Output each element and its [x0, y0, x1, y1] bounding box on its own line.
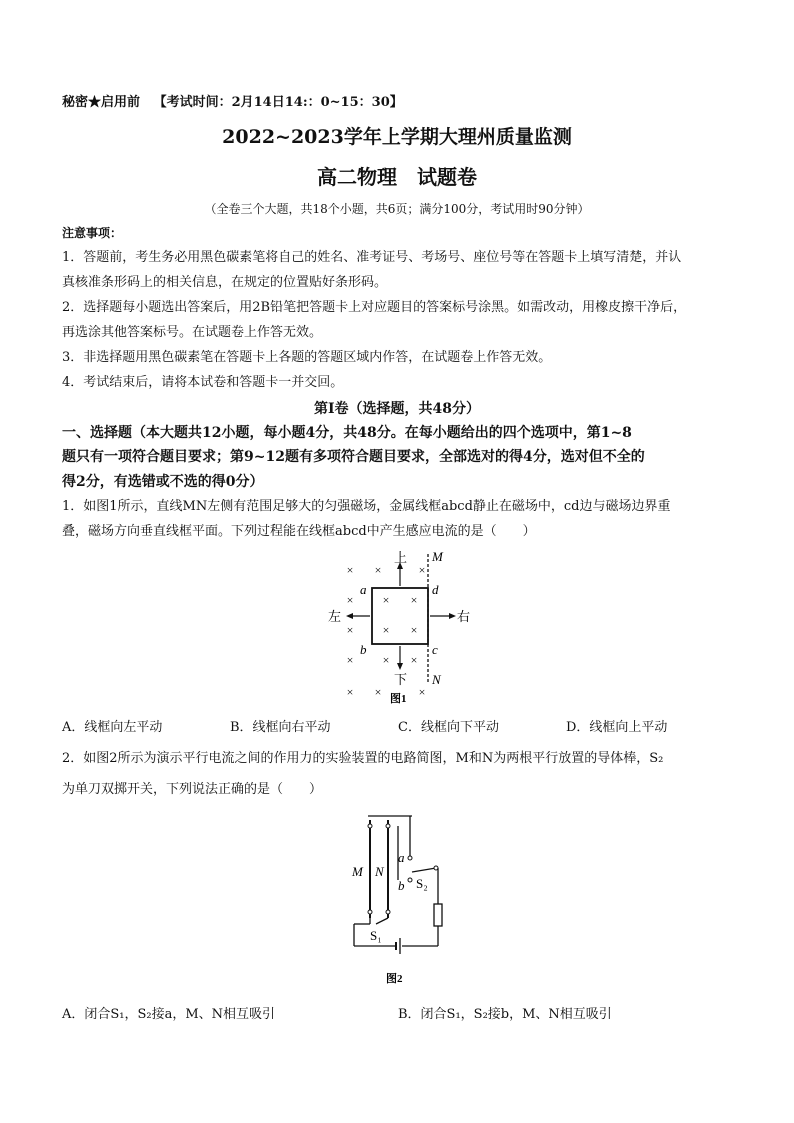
q1-stem: 1．如图1所示，直线MN左侧有范围足够大的匀强磁场，金属线框abcd静止在磁场中，cd边与磁场边界重 — [62, 499, 671, 514]
label-up: 上 — [394, 550, 408, 565]
q2-stem: 2．如图2所示为演示平行电流之间的作用力的实验装置的电路简图，M和N为两根平行放置的导体棒，S₂ — [62, 751, 664, 766]
notice-item: 4．考试结束后，请将本试卷和答题卡一并交回。 — [62, 375, 344, 390]
svg-text:×: × — [374, 685, 382, 699]
label-b2: b — [398, 878, 405, 893]
svg-text:×: × — [418, 685, 426, 699]
svg-text:×: × — [382, 623, 390, 637]
label-right: 右 — [457, 609, 471, 624]
secret-label — [62, 94, 403, 112]
q1-option-b: B．线框向右平动 — [230, 720, 331, 735]
svg-text:×: × — [374, 563, 382, 577]
q1-option-d: D．线框向上平动 — [566, 720, 668, 735]
figure-1 — [320, 548, 480, 708]
exam-time: 【考试时间：2月14日14:：0~15：30】 — [153, 95, 403, 110]
frame-abcd — [372, 588, 428, 644]
notice-item: 3．非选择题用黑色碳素笔在答题卡上各题的答题区域内作答，在试题卷上作答无效。 — [62, 350, 552, 365]
secret-text: 秘密★启用前 — [62, 95, 141, 110]
label-n: N — [432, 672, 441, 687]
figure-2-caption: 图2 — [386, 973, 403, 985]
svg-text:×: × — [410, 623, 418, 637]
label-d: d — [432, 582, 439, 597]
svg-text:×: × — [410, 653, 418, 667]
field-crosses — [347, 563, 426, 699]
label-c: c — [432, 642, 438, 657]
svg-text:×: × — [346, 653, 354, 667]
svg-text:×: × — [346, 563, 354, 577]
svg-text:×: × — [382, 593, 390, 607]
label-a: a — [360, 582, 367, 597]
svg-text:×: × — [346, 623, 354, 637]
label-m2: M — [352, 864, 363, 879]
label-s2: S₂ — [416, 876, 428, 891]
figure-1-caption: 图1 — [390, 693, 407, 705]
section-instruction: 题只有一项符合题目要求；第9~12题有多项符合题目要求，全部选对的得4分，选对但不全的 — [62, 449, 645, 465]
notice-item: 1．答题前，考生务必用黑色碳素笔将自己的姓名、准考证号、考场号、座位号等在答题卡上填写清楚，并认 — [62, 250, 682, 265]
svg-text:×: × — [346, 593, 354, 607]
label-b: b — [360, 642, 367, 657]
notice-item: 再选涂其他答案标号。在试题卷上作答无效。 — [62, 325, 323, 340]
label-s1: S₁ — [370, 928, 382, 943]
label-left: 左 — [328, 609, 342, 624]
svg-text:×: × — [418, 563, 426, 577]
q1-option-c: C．线框向下平动 — [398, 720, 499, 735]
q2-option-a: A．闭合S₁，S₂接a，M、N相互吸引 — [62, 1007, 276, 1022]
label-a2: a — [398, 850, 405, 865]
part1-title: 第Ⅰ卷（选择题，共48分） — [313, 401, 481, 417]
q1-option-a: A．线框向左平动 — [62, 720, 163, 735]
q2-stem: 为单刀双掷开关，下列说法正确的是（ ） — [62, 782, 323, 797]
exam-title: 2022~2023学年上学期大理州质量监测 — [222, 126, 572, 148]
notice-item: 2．选择题每小题选出答案后，用2B铅笔把答题卡上对应题目的答案标号涂黑。如需改动，用橡皮擦干净后， — [62, 300, 687, 315]
q2-option-b: B．闭合S₁，S₂接b，M、N相互吸引 — [398, 1007, 612, 1022]
label-m: M — [432, 549, 443, 564]
section-instruction: 得2分，有选错或不选的得0分） — [62, 474, 264, 490]
svg-text:×: × — [410, 593, 418, 607]
q1-stem: 叠，磁场方向垂直线框平面。下列过程能在线框abcd中产生感应电流的是（ ） — [62, 524, 536, 539]
figure-2 — [340, 808, 460, 988]
label-n2: N — [375, 864, 384, 879]
svg-text:×: × — [346, 685, 354, 699]
exam-subtitle: 高二物理 试题卷 — [317, 165, 477, 189]
svg-text:×: × — [382, 653, 390, 667]
notice-item: 真核准条形码上的相关信息，在规定的位置贴好条形码。 — [62, 275, 388, 290]
notice-heading: 注意事项： — [62, 226, 123, 240]
label-down: 下 — [394, 672, 408, 687]
section-instruction: 一、选择题（本大题共12小题，每小题4分，共48分。在每小题给出的四个选项中，第1~8 — [62, 425, 632, 441]
exam-info: （全卷三个大题，共18个小题，共6页；满分100分，考试用时90分钟） — [204, 202, 590, 216]
